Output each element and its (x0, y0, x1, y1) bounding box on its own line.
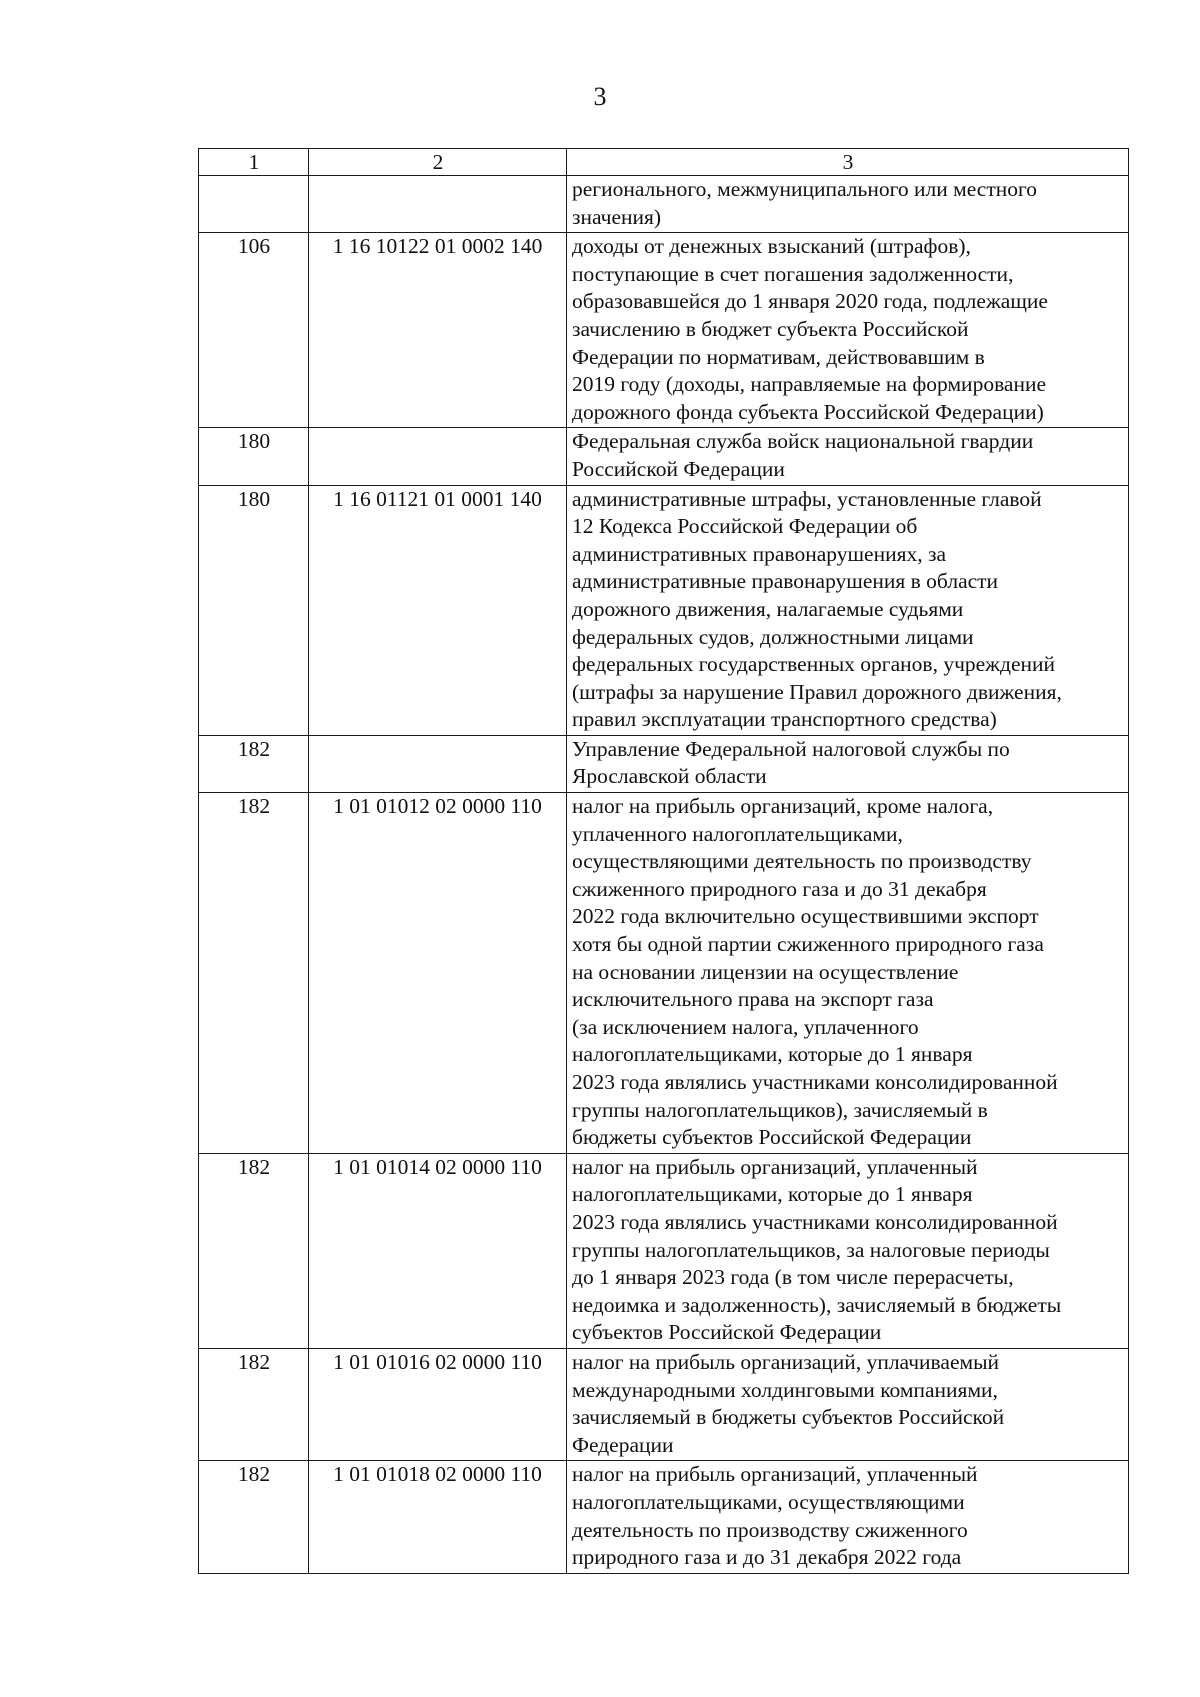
cell-admin-code: 182 (199, 1348, 309, 1460)
description-line: бюджеты субъектов Российской Федерации (572, 1125, 972, 1150)
cell-admin-code: 182 (199, 735, 309, 792)
cell-budget-code: 1 01 01016 02 0000 110 (309, 1348, 567, 1460)
description-line: хотя бы одной партии сжиженного природного газа (572, 932, 1044, 957)
table-row (199, 1348, 1129, 1460)
cell-description (567, 428, 1129, 485)
description-line: на основании лицензии на осуществление (572, 959, 959, 984)
description-line: (за исключением налога, уплаченного (572, 1014, 919, 1039)
description-line: налог на прибыль организаций, уплаченный (572, 1154, 978, 1179)
cell-description (567, 1348, 1129, 1460)
header-col-1: 1 (199, 149, 309, 176)
description-line: дорожного фонда субъекта Российской Федерации) (572, 399, 1044, 424)
description-line: поступающие в счет погашения задолженности, (572, 261, 1014, 286)
table-row (199, 428, 1129, 485)
description-line: группы налогоплательщиков), зачисляемый в (572, 1097, 988, 1122)
page-number: 3 (593, 82, 607, 111)
table-row (199, 793, 1129, 1154)
description-line: зачисляемый в бюджеты субъектов Российской (572, 1405, 1005, 1430)
description-line: субъектов Российской Федерации (572, 1320, 882, 1345)
description-line: налогоплательщиками, которые до 1 января (572, 1042, 973, 1067)
cell-budget-code: 1 16 10122 01 0002 140 (309, 233, 567, 428)
description-line: 2023 года являлись участниками консолидированной (572, 1070, 1058, 1094)
table-row (199, 735, 1129, 792)
cell-admin-code: 182 (199, 1153, 309, 1348)
description-line: правил эксплуатации транспортного средства) (572, 707, 997, 732)
cell-admin-code: 180 (199, 428, 309, 485)
description-line: административные штрафы, установленные главой (572, 486, 1042, 511)
description-line: федеральных государственных органов, учреждений (572, 652, 1056, 677)
cell-admin-code: 182 (199, 1461, 309, 1573)
description-line: Федерации (572, 1432, 674, 1457)
cell-description (567, 793, 1129, 1154)
description-line: налог на прибыль организаций, кроме налога, (572, 794, 994, 819)
cell-budget-code: 1 01 01014 02 0000 110 (309, 1153, 567, 1348)
description-line: налог на прибыль организаций, уплачиваемый (572, 1349, 1000, 1374)
description-line: (штрафы за нарушение Правил дорожного движения, (572, 679, 1062, 704)
table-row (199, 1153, 1129, 1348)
description-line: налогоплательщиками, которые до 1 января (572, 1182, 973, 1207)
description-line: доходы от денежных взысканий (штрафов), (572, 234, 971, 259)
cell-admin-code: 106 (199, 233, 309, 428)
description-line: Российской Федерации (572, 456, 785, 481)
description-line: дорожного движения, налагаемые судьями (572, 596, 964, 621)
description-line: Федерации по нормативам, действовавшим в (572, 344, 985, 369)
description-line: природного газа и до 31 декабря 2022 года (572, 1545, 962, 1570)
description-line: 2023 года являлись участниками консолидированной (572, 1209, 1058, 1234)
description-line: осуществляющими деятельность по производству (572, 849, 1032, 874)
header-col-2: 2 (309, 149, 567, 176)
description-line: недоимка и задолженность), зачисляемый в бюджеты (572, 1292, 1062, 1317)
cell-admin-code: 180 (199, 485, 309, 735)
cell-budget-code: 1 01 01018 02 0000 110 (309, 1461, 567, 1573)
cell-budget-code (309, 735, 567, 792)
cell-budget-code (309, 176, 567, 233)
description-line: 2022 года включительно осуществившими экспорт (572, 904, 1039, 929)
table-row (199, 485, 1129, 735)
description-line: зачислению в бюджет субъекта Российской (572, 316, 969, 341)
description-line: группы налогоплательщиков, за налоговые периоды (572, 1237, 1050, 1262)
description-line: значения) (572, 204, 662, 229)
cell-budget-code: 1 16 01121 01 0001 140 (309, 485, 567, 735)
table-header-row (199, 149, 1129, 176)
table-body (199, 149, 1129, 1574)
description-line: образовавшейся до 1 января 2020 года, подлежащие (572, 289, 1048, 314)
description-line: федеральных судов, должностными лицами (572, 624, 974, 649)
description-line: Управление Федеральной налоговой службы по (572, 736, 1010, 761)
table-row (199, 176, 1129, 233)
cell-admin-code: 182 (199, 793, 309, 1154)
cell-budget-code: 1 01 01012 02 0000 110 (309, 793, 567, 1154)
table-row (199, 233, 1129, 428)
cell-description (567, 1461, 1129, 1573)
description-line: Ярославской области (572, 764, 767, 789)
cell-admin-code (199, 176, 309, 233)
cell-description (567, 233, 1129, 428)
description-line: 2019 году (доходы, направляемые на формирование (572, 372, 1047, 397)
description-line: деятельность по производству сжиженного (572, 1517, 968, 1542)
cell-description (567, 735, 1129, 792)
description-line: налогоплательщиками, осуществляющими (572, 1489, 965, 1514)
cell-description (567, 1153, 1129, 1348)
description-line: уплаченного налогоплательщиками, (572, 821, 903, 846)
description-line: сжиженного природного газа и до 31 декабря (572, 876, 987, 901)
description-line: регионального, межмуниципального или местного (572, 177, 1038, 201)
description-line: до 1 января 2023 года (в том числе перерасчеты, (572, 1265, 1014, 1290)
cell-budget-code (309, 428, 567, 485)
description-line: административные правонарушения в области (572, 569, 999, 594)
revenue-codes-table (198, 148, 1129, 1574)
description-line: исключительного права на экспорт газа (572, 987, 934, 1012)
description-line: 12 Кодекса Российской Федерации об (572, 514, 918, 539)
description-line: международными холдинговыми компаниями, (572, 1377, 998, 1402)
description-line: Федеральная служба войск национальной гвардии (572, 429, 1034, 454)
cell-description (567, 176, 1129, 233)
description-line: налог на прибыль организаций, уплаченный (572, 1462, 978, 1487)
header-col-3: 3 (567, 149, 1129, 176)
cell-description (567, 485, 1129, 735)
table-row (199, 1461, 1129, 1573)
description-line: административных правонарушениях, за (572, 541, 947, 566)
